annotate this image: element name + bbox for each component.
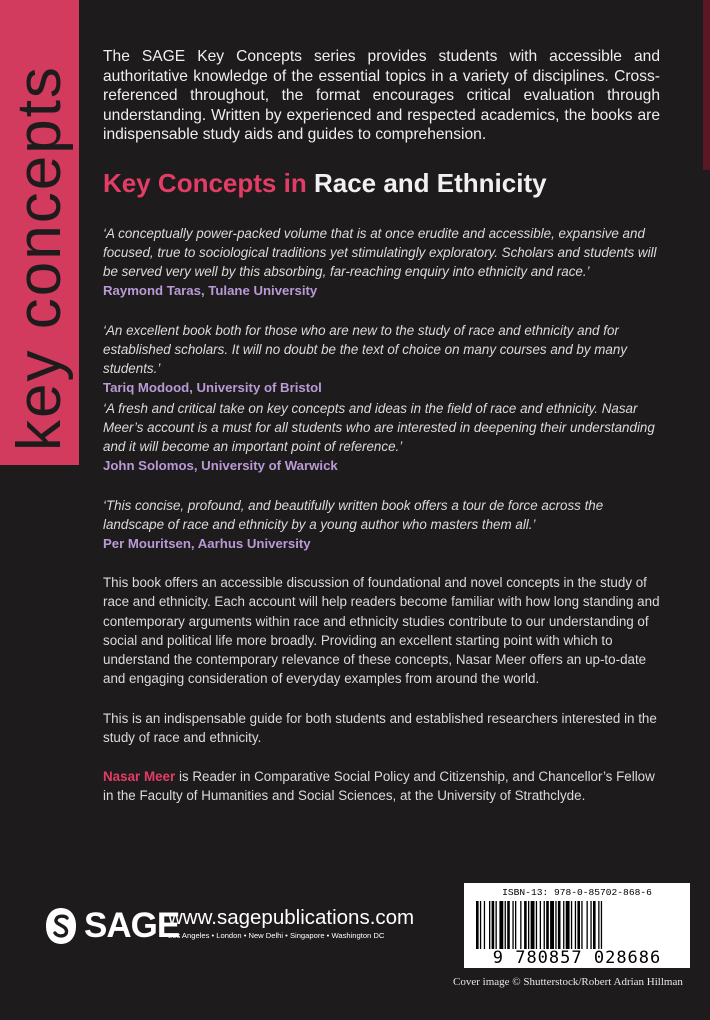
quote-attribution: Per Mouritsen, Aarhus University — [103, 536, 311, 551]
barcode-bar — [520, 901, 521, 949]
barcode-bar — [499, 901, 503, 949]
barcode-bar — [544, 901, 545, 949]
edge-accent — [703, 0, 710, 170]
sage-logo — [44, 904, 180, 948]
barcode-bar — [598, 901, 599, 949]
barcode-bar — [550, 901, 554, 949]
barcode-bar — [515, 901, 516, 949]
quote-text: ‘A conceptually power-packed volume that is at once erudite and accessible, expansive and focused, true to sociological traditions yet stimulatingly exploratory. Scholars and students will be served very well by this absorbing, far-reaching enquiry into ethnicity and race.’ — [103, 226, 657, 279]
barcode-bar — [531, 901, 535, 949]
author-bio — [103, 767, 663, 806]
author-name: Nasar Meer — [103, 769, 176, 784]
quote-text: ‘This concise, profound, and beautifully written book offers a tour de force across the landscape of race and ethnicity by a young author who masters them all.’ — [103, 498, 604, 532]
quote-text: ‘An excellent book both for those who are new to the study of race and ethnicity and for established scholars. It will no doubt be the text of choice on many courses and by many students.’ — [103, 323, 628, 376]
barcode-bar — [601, 901, 602, 949]
barcode-bar — [540, 901, 541, 949]
quote-attribution: Tariq Modood, University of Bristol — [103, 380, 322, 395]
barcode-bar — [590, 901, 591, 949]
barcode-bars — [472, 901, 682, 949]
isbn-label: ISBN-13: 978-0-85702-868-6 — [502, 887, 652, 898]
barcode-bar — [536, 901, 537, 949]
book-title — [103, 168, 547, 199]
quote-block — [103, 496, 663, 553]
author-bio-text: is Reader in Comparative Social Policy and Citizenship, and Chancellor’s Fellow in the Faculty of Humanities and Social Sciences, at the University of Strathclyde. — [103, 769, 655, 804]
barcode-bar — [507, 901, 510, 949]
barcode-bar — [484, 901, 485, 949]
barcode-bar — [512, 901, 513, 949]
logo-text: SAGE — [84, 906, 180, 945]
barcode-bar — [496, 901, 497, 949]
series-label: key concepts — [5, 65, 74, 451]
quote-block — [103, 321, 663, 397]
barcode-bar — [505, 901, 506, 949]
quote-attribution: John Solomos, University of Warwick — [103, 458, 338, 473]
quote-block — [103, 399, 663, 475]
barcode-bar — [528, 901, 529, 949]
barcode-bar — [546, 901, 549, 949]
series-intro: The SAGE Key Concepts series provides students with accessible and authoritative knowledge of the essential topics in a variety of disciplines. Cross-referenced throughout, the format encourages critical evaluation through understanding. Written by experienced and respected academics, the books are indispensable study aids and guides to comprehension. — [103, 48, 660, 143]
spine-band — [0, 0, 79, 465]
barcode-bar — [476, 901, 479, 949]
barcode-bar — [575, 901, 576, 949]
quote-text: ‘A fresh and critical take on key concepts and ideas in the field of race and ethnicity. Nasar Meer’s account is a must for all students who are interested in deepening their understanding and it will become an important point of reference.’ — [103, 401, 655, 454]
publisher-website[interactable]: www.sagepublications.com — [168, 906, 415, 929]
barcode-bar — [563, 901, 564, 949]
barcode-bar — [587, 901, 588, 949]
title-prefix: Key Concepts in — [103, 168, 307, 198]
barcode-bar — [555, 901, 556, 949]
barcode-bar — [566, 901, 570, 949]
barcode-bar — [492, 901, 495, 949]
quote-attribution: Raymond Taras, Tulane University — [103, 283, 318, 298]
barcode-bar — [577, 901, 580, 949]
barcode-bar — [489, 901, 490, 949]
barcode — [464, 883, 690, 968]
publisher-cities: Los Angeles • London • New Delhi • Singapore • Washington DC — [168, 931, 385, 940]
quote-block — [103, 224, 663, 300]
barcode-bar — [480, 901, 481, 949]
sage-s-icon — [44, 907, 78, 945]
barcode-bar — [581, 901, 582, 949]
barcode-bar — [571, 901, 572, 949]
description-paragraph: This book offers an accessible discussion of foundational and novel concepts in the study of race and ethnicity. Each account will help readers become familiar with how long standing and contemporary arguments within race and ethnicity studies contribute to our understanding of social and political life more broadly. Providing an excellent starting point with which to understand the contemporary relevance of these concepts, Nasar Meer offers an up-to-date and engaging consideration of everyday examples from around the world. — [103, 575, 660, 687]
title-subject: Race and Ethnicity — [313, 168, 547, 198]
cover-credit: Cover image © Shutterstock/Robert Adrian Hillman — [453, 976, 683, 988]
barcode-number: 9 780857 028686 — [492, 948, 662, 968]
description-paragraph: This is an indispensable guide for both students and established researchers interested in the study of race and ethnicity. — [103, 711, 657, 746]
barcode-bar — [524, 901, 527, 949]
barcode-bar — [593, 901, 596, 949]
barcode-bar — [558, 901, 561, 949]
